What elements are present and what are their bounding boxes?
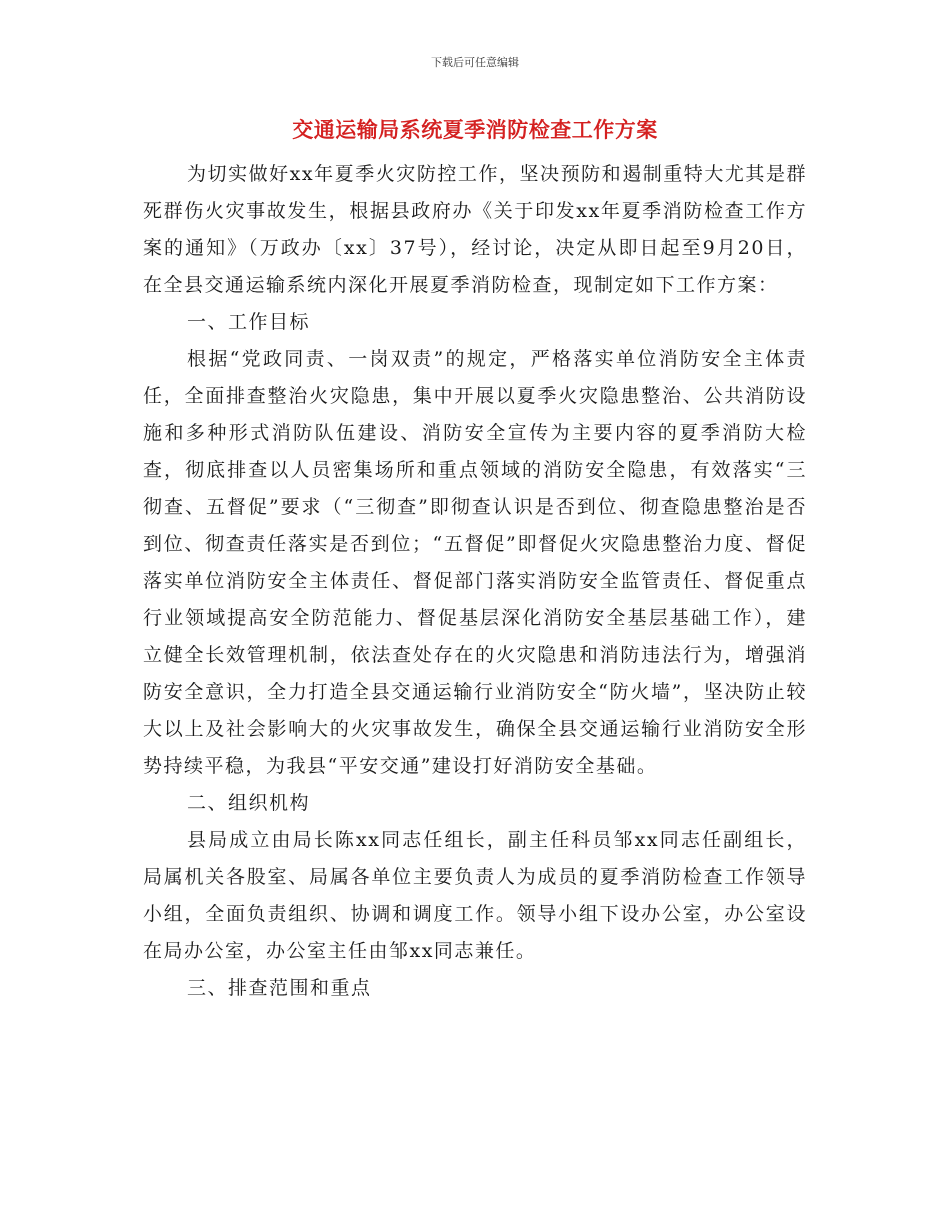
section-body-organization: 县局成立由局长陈xx同志任组长，副主任科员邹xx同志任副组长，局属机关各股室、局属各单位主要负责人为成员的夏季消防检查工作领导小组，全面负责组织、协调和调度工作。领导小组下设办公室，办公室设在局办公室，办公室主任由邹xx同志兼任。 (143, 829, 807, 962)
document-title: 交通运输局系统夏季消防检查工作方案 (292, 118, 658, 142)
section-heading-scope: 三、排查范围和重点 (187, 977, 372, 999)
header-note: 下载后可任意编辑 (431, 56, 519, 69)
document-body (143, 156, 807, 1007)
section-heading-goals: 一、工作目标 (187, 311, 311, 333)
section-heading-organization: 二、组织机构 (187, 792, 311, 814)
intro-paragraph: 为切实做好xx年夏季火灾防控工作，坚决预防和遏制重特大尤其是群死群伤火灾事故发生，根据县政府办《关于印发xx年夏季消防检查工作方案的通知》（万政办〔xx〕37号），经讨论，决定从即日起至9月20日，在全县交通运输系统内深化开展夏季消防检查，现制定如下工作方案： (143, 163, 807, 296)
section-body-goals: 根据“党政同责、一岗双责”的规定，严格落实单位消防安全主体责任，全面排查整治火灾隐患，集中开展以夏季火灾隐患整治、公共消防设施和多种形式消防队伍建设、消防安全宣传为主要内容的夏季消防大检查，彻底排查以人员密集场所和重点领域的消防安全隐患，有效落实“三彻查、五督促”要求（“三彻查”即彻查认识是否到位、彻查隐患整治是否到位、彻查责任落实是否到位；“五督促”即督促火灾隐患整治力度、督促落实单位消防安全主体责任、督促部门落实消防安全监管责任、督促重点行业领域提高安全防范能力、督促基层深化消防安全基层基础工作），建立健全长效管理机制，依法查处存在的火灾隐患和消防违法行为，增强消防安全意识，全力打造全县交通运输行业消防安全“防火墙”，坚决防止较大以上及社会影响大的火灾事故发生，确保全县交通运输行业消防安全形势持续平稳，为我县“平安交通”建设打好消防安全基础。 (143, 348, 807, 777)
